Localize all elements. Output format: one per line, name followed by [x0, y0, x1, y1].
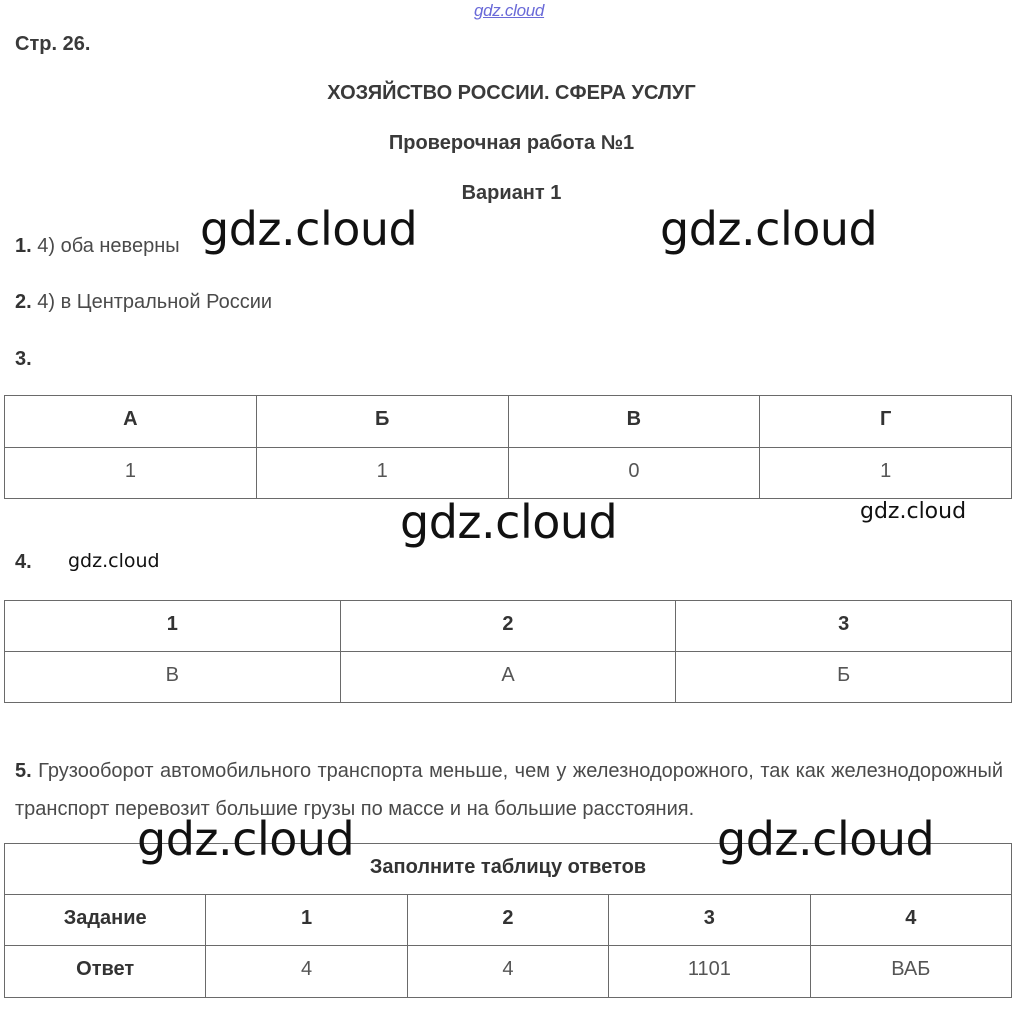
- answer-2-text: 4) в Центральной России: [37, 291, 273, 313]
- watermark: gdz.cloud: [68, 550, 160, 572]
- table-cell: 1101: [609, 946, 810, 998]
- table-header-cell: 1: [5, 601, 341, 652]
- table-cell: 0: [508, 448, 760, 499]
- page-title: ХОЗЯЙСТВО РОССИИ. СФЕРА УСЛУГ: [327, 82, 696, 104]
- answer-2: [15, 291, 272, 314]
- watermark: gdz.cloud: [860, 499, 967, 524]
- answer-5-number: 5.: [15, 760, 32, 782]
- table-header-cell: В: [508, 396, 760, 448]
- table-header-cell: Г: [760, 396, 1012, 448]
- answer-1: [15, 235, 180, 258]
- table-header-cell: 3: [609, 895, 810, 946]
- answer-1-text: 4) оба неверны: [37, 235, 180, 257]
- table-header-cell: 3: [676, 601, 1012, 652]
- table-row: [5, 448, 1012, 499]
- table-cell: 4: [206, 946, 407, 998]
- table-cell: ВАБ: [810, 946, 1011, 998]
- table-row: [5, 946, 1012, 998]
- worksheet-subtitle: Проверочная работа №1: [388, 132, 635, 154]
- table-header-cell: 2: [407, 895, 608, 946]
- watermark: gdz.cloud: [200, 202, 418, 256]
- answer-4: [15, 551, 32, 574]
- table-row: [5, 601, 1012, 652]
- table-header-cell: 4: [810, 895, 1011, 946]
- answer-1-number: 1.: [15, 235, 32, 257]
- answer-5-text: Грузооборот автомобильного транспорта меньше, чем у железнодорожного, так как железнодорожный транспорт перевозит большие грузы по массе и на большие расстояния.: [15, 760, 1003, 820]
- table-row: [5, 652, 1012, 703]
- table-cell: 1: [760, 448, 1012, 499]
- answer-2-number: 2.: [15, 291, 32, 313]
- table-header-cell: 1: [206, 895, 407, 946]
- task-row-label: Задание: [5, 895, 206, 946]
- watermark: gdz.cloud: [717, 812, 935, 866]
- answer-4-table: [4, 600, 1012, 703]
- table-cell: 1: [256, 448, 508, 499]
- answer-3-number: 3.: [15, 348, 32, 370]
- table-cell: 4: [407, 946, 608, 998]
- table-cell: А: [340, 652, 676, 703]
- watermark: gdz.cloud: [660, 202, 878, 256]
- answer-row-label: Ответ: [5, 946, 206, 998]
- table-row: [5, 895, 1012, 946]
- answers-summary-table: [4, 843, 1012, 998]
- watermark: gdz.cloud: [137, 812, 355, 866]
- table-header-cell: Б: [256, 396, 508, 448]
- answer-4-number: 4.: [15, 551, 32, 573]
- table-header-cell: А: [5, 396, 257, 448]
- table-cell: Б: [676, 652, 1012, 703]
- watermark: gdz.cloud: [400, 495, 618, 549]
- table-row: [5, 396, 1012, 448]
- watermark-top: gdz.cloud: [474, 1, 545, 20]
- table-cell: 1: [5, 448, 257, 499]
- answers-table-title: Заполните таблицу ответов: [5, 844, 1012, 895]
- table-header-cell: 2: [340, 601, 676, 652]
- table-cell: В: [5, 652, 341, 703]
- variant-heading: Вариант 1: [461, 182, 562, 204]
- answer-3-table: [4, 395, 1012, 499]
- page-reference: Стр. 26.: [15, 33, 91, 55]
- answer-3: [15, 348, 32, 371]
